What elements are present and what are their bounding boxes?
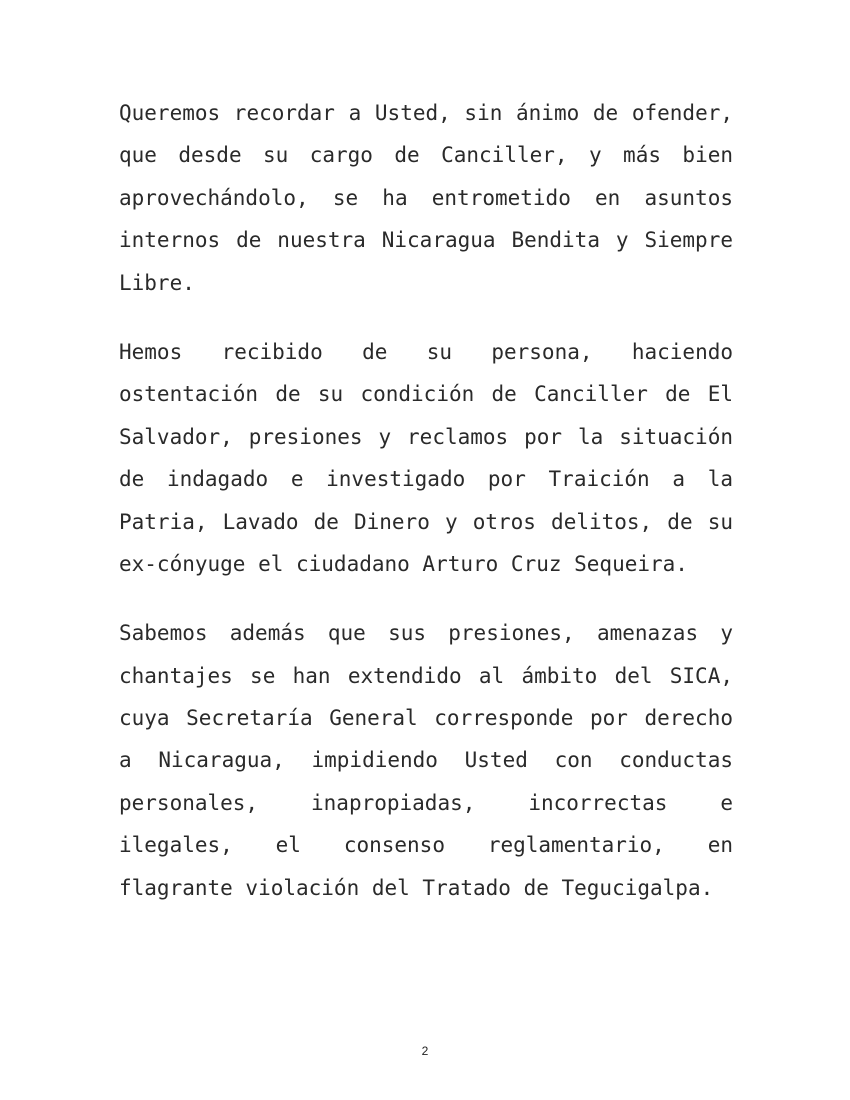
text-line: Patria, Lavado de Dinero y otros delitos, de su	[119, 509, 733, 534]
text-line: internos de nuestra Nicaragua Bendita y Siempre	[119, 228, 733, 253]
text-line: Libre.	[119, 270, 195, 295]
text-line: ex-cónyuge el ciudadano Arturo Cruz Sequeira.	[119, 551, 688, 576]
paragraph	[119, 618, 733, 915]
text-line: Queremos recordar a Usted, sin ánimo de ofender,	[119, 101, 733, 125]
text-line: que desde su cargo de Canciller, y más bien	[119, 143, 733, 168]
text-line: Salvador, presiones y reclamos por la situación	[119, 424, 733, 449]
text-line: ilegales, el consenso reglamentario, en	[119, 833, 733, 858]
text-line: cuya Secretaría General corresponde por derecho	[119, 706, 733, 731]
text-line: aprovechándolo, se ha entrometido en asuntos	[119, 185, 733, 210]
paragraph	[119, 337, 733, 591]
text-line: flagrante violación del Tratado de Tegucigalpa.	[119, 875, 714, 900]
text-line: chantajes se han extendido al ámbito del SICA,	[119, 663, 733, 688]
text-line: Sabemos además que sus presiones, amenazas y	[119, 621, 733, 646]
text-line: Hemos recibido de su persona, haciendo	[119, 339, 733, 364]
paragraph	[119, 98, 733, 310]
text-line: ostentación de su condición de Canciller de El	[119, 382, 733, 407]
text-line: a Nicaragua, impidiendo Usted con conductas	[119, 748, 733, 773]
text-line: personales, inapropiadas, incorrectas e	[119, 790, 733, 815]
text-line: de indagado e investigado por Traición a la	[119, 467, 733, 492]
document-body	[119, 98, 733, 942]
page-number: 2	[421, 1044, 429, 1058]
